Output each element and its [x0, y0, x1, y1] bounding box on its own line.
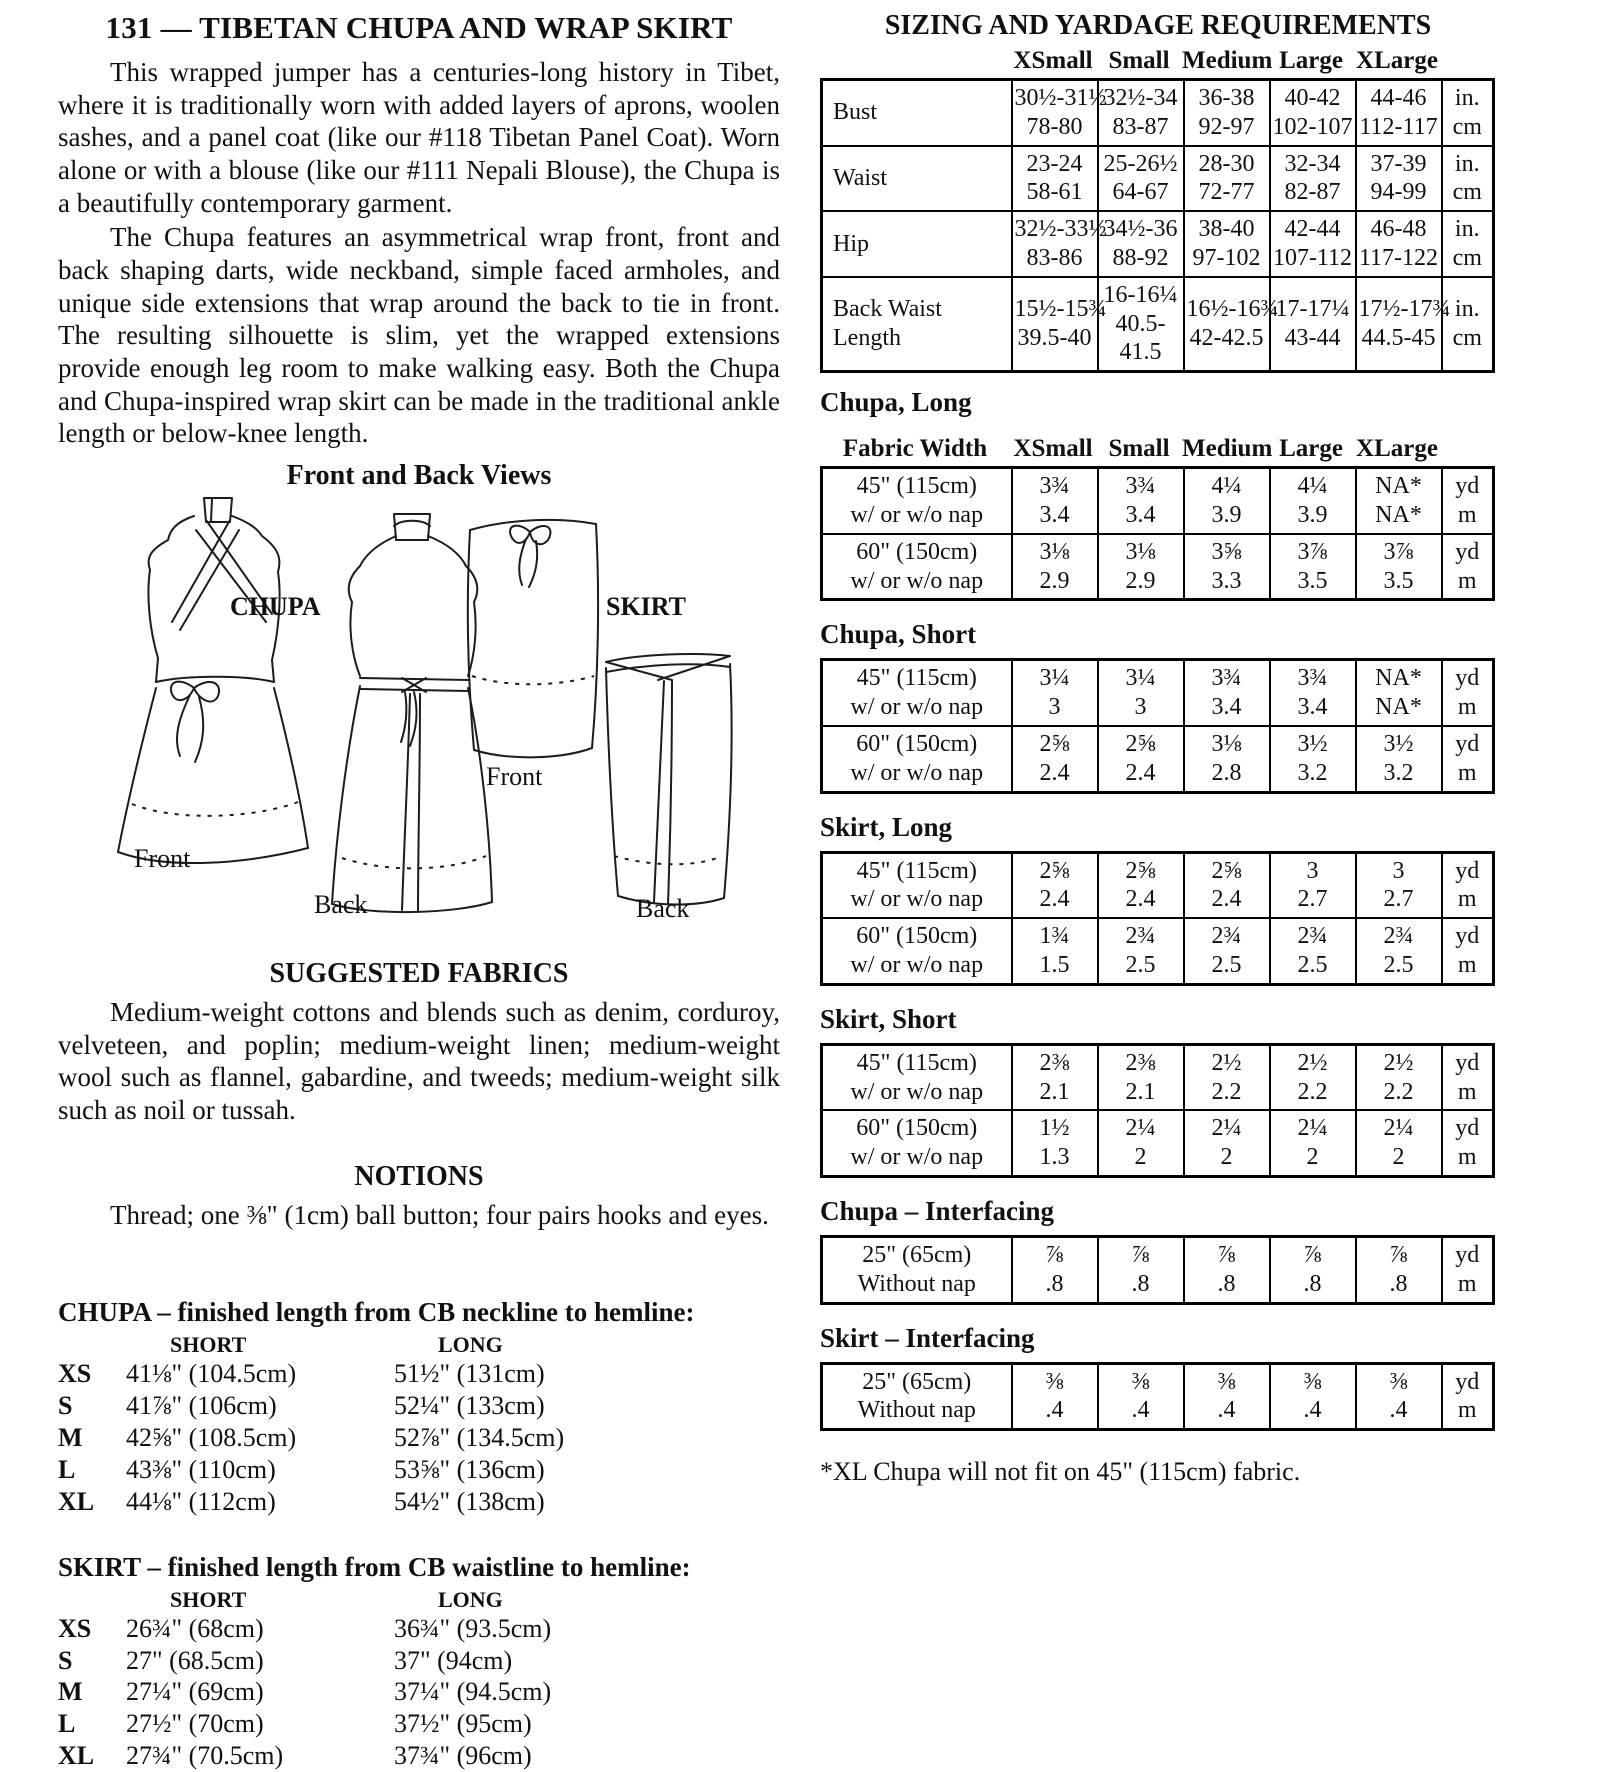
table-cell: NA* NA*	[1356, 468, 1442, 534]
table-cell: 3⅛ 2.9	[1098, 534, 1184, 600]
table-cell: S	[58, 1391, 73, 1421]
column-header: Medium	[1182, 435, 1273, 463]
table-row	[58, 1708, 654, 1740]
column-header	[1440, 434, 1492, 466]
table-cell: 2¾ 2.5	[1184, 918, 1270, 984]
table-cell: 37" (94cm)	[394, 1645, 513, 1675]
table-cell: yd m	[1442, 1236, 1494, 1303]
table-row	[822, 1044, 1494, 1110]
table-cell: L	[58, 1454, 76, 1484]
table-cell: 60" (150cm) w/ or w/o nap	[822, 918, 1012, 984]
table-cell: 37-39 94-99	[1356, 146, 1442, 212]
table-cell: 2⅝ 2.4	[1098, 852, 1184, 918]
table-cell: 15½-15¾ 39.5-40	[1012, 277, 1098, 372]
table-cell: 3½ 3.2	[1356, 726, 1442, 792]
table-cell: 45" (115cm) w/ or w/o nap	[822, 660, 1012, 726]
table-cell: 37¼" (94.5cm)	[394, 1677, 552, 1707]
table-row	[58, 1454, 654, 1486]
table-cell: 3¾ 3.4	[1012, 468, 1098, 534]
garment-illustrations	[58, 498, 780, 940]
column-header: Medium	[1182, 47, 1273, 74]
table-cell: 32-34 82-87	[1270, 146, 1356, 212]
table-cell: S	[58, 1645, 73, 1675]
table-cell: ⅞ .8	[1356, 1236, 1442, 1303]
notions-paragraph: Thread; one ⅜" (1cm) ball button; four pairs hooks and eyes.	[110, 1199, 769, 1230]
table-row	[822, 726, 1494, 792]
table-cell: 2¾ 2.5	[1098, 918, 1184, 984]
notions-heading: NOTIONS	[354, 1160, 484, 1192]
table-row	[822, 1110, 1494, 1176]
table-cell: ⅜ .4	[1184, 1363, 1270, 1430]
table-cell: yd m	[1442, 1363, 1494, 1430]
skirt-front-illustration	[458, 504, 604, 784]
table-row	[822, 80, 1494, 146]
table-cell: 51½" (131cm)	[394, 1359, 545, 1389]
table-header-row	[58, 1587, 654, 1613]
table-row	[58, 1613, 654, 1645]
table-cell: 2⅝ 2.4	[1098, 726, 1184, 792]
table-cell: 4¼ 3.9	[1270, 468, 1356, 534]
column-header	[1440, 46, 1492, 78]
table-cell: 3⅝ 3.3	[1184, 534, 1270, 600]
table-cell: 3 2.7	[1270, 852, 1356, 918]
chupa-lengths-heading: CHUPA – finished length from CB neckline to hemline:	[58, 1297, 695, 1328]
table-cell: 3½ 3.2	[1270, 726, 1356, 792]
column-header: XSmall	[1013, 47, 1093, 74]
column-header	[58, 1332, 126, 1358]
table-cell: yd m	[1442, 660, 1494, 726]
skirt-short-table	[820, 1043, 1496, 1178]
skirt-label: SKIRT	[606, 591, 687, 621]
table-cell: 25" (65cm) Without nap	[822, 1236, 1012, 1303]
table-cell: 3¾ 3.4	[1098, 468, 1184, 534]
table-row	[58, 1645, 654, 1677]
table-cell: ⅞ .8	[1184, 1236, 1270, 1303]
table-row	[822, 146, 1494, 212]
skirt-interfacing-table	[820, 1362, 1496, 1432]
table-row	[58, 1740, 654, 1772]
table-cell: yd m	[1442, 852, 1494, 918]
table-cell: 60" (150cm) w/ or w/o nap	[822, 534, 1012, 600]
table-cell: 2¼ 2	[1184, 1110, 1270, 1176]
table-cell: L	[58, 1709, 76, 1739]
column-header: LONG	[438, 1332, 503, 1358]
table-row	[58, 1390, 654, 1422]
table-cell: 23-24 58-61	[1012, 146, 1098, 212]
table-cell: 34½-36 88-92	[1098, 211, 1184, 277]
table-cell: 42⅝" (108.5cm)	[126, 1422, 297, 1452]
table-cell: 27¼" (69cm)	[126, 1677, 264, 1707]
chupa-interfacing-table	[820, 1235, 1496, 1305]
table-cell: Bust	[822, 80, 1012, 146]
table-cell: 38-40 97-102	[1184, 211, 1270, 277]
table-cell: 2⅜ 2.1	[1098, 1044, 1184, 1110]
table-cell: 3⅞ 3.5	[1356, 534, 1442, 600]
table-cell: 2⅝ 2.4	[1012, 852, 1098, 918]
table-cell: 53⅝" (136cm)	[394, 1454, 545, 1484]
table-cell: 45" (115cm) w/ or w/o nap	[822, 852, 1012, 918]
table-header-row	[820, 434, 1492, 466]
table-cell: 27½" (70cm)	[126, 1709, 264, 1739]
chupa-label: CHUPA	[230, 591, 321, 621]
table-cell: ⅞ .8	[1012, 1236, 1098, 1303]
table-cell: 3 2.7	[1356, 852, 1442, 918]
table-row	[58, 1676, 654, 1708]
table-cell: 46-48 117-122	[1356, 211, 1442, 277]
table-cell: 32½-33½ 83-86	[1012, 211, 1098, 277]
table-cell: NA* NA*	[1356, 660, 1442, 726]
table-cell: 52¼" (133cm)	[394, 1391, 545, 1421]
table-cell: 42-44 107-112	[1270, 211, 1356, 277]
table-cell: Hip	[822, 211, 1012, 277]
table-row	[822, 1236, 1494, 1303]
table-cell: 36¾" (93.5cm)	[394, 1613, 552, 1643]
table-cell: XL	[58, 1486, 95, 1516]
table-cell: XS	[58, 1359, 92, 1389]
table-cell: in. cm	[1442, 211, 1494, 277]
table-row	[58, 1358, 654, 1390]
table-row	[822, 534, 1494, 600]
column-header: Large	[1279, 435, 1343, 463]
table-cell: 16-16¼ 40.5-41.5	[1098, 277, 1184, 372]
chupa-short-heading: Chupa, Short	[820, 619, 977, 650]
fabrics-paragraph: Medium-weight cottons and blends such as denim, corduroy, velveteen, and poplin; medium-weight linen; medium-weight wool such as flannel, gabardine, and tweeds; medium-weight silk such as noil or tussah.	[58, 996, 780, 1125]
table-cell: 60" (150cm) w/ or w/o nap	[822, 726, 1012, 792]
table-row	[58, 1422, 654, 1454]
table-row	[822, 1363, 1494, 1430]
table-cell: M	[58, 1422, 83, 1452]
fabrics-heading: SUGGESTED FABRICS	[269, 957, 569, 989]
table-row	[58, 1486, 654, 1518]
table-cell: 2⅝ 2.4	[1012, 726, 1098, 792]
column-header: Fabric Width	[842, 435, 988, 463]
table-cell: 2½ 2.2	[1184, 1044, 1270, 1110]
table-cell: 32½-34 83-87	[1098, 80, 1184, 146]
table-header-row	[820, 46, 1492, 78]
table-cell: 2¾ 2.5	[1356, 918, 1442, 984]
table-cell: 2¾ 2.5	[1270, 918, 1356, 984]
table-cell: 44-46 112-117	[1356, 80, 1442, 146]
table-cell: yd m	[1442, 726, 1494, 792]
table-cell: ⅜ .4	[1012, 1363, 1098, 1430]
table-cell: 25" (65cm) Without nap	[822, 1363, 1012, 1430]
intro-paragraph-1: This wrapped jumper has a centuries-long history in Tibet, where it is traditionally worn with added layers of aprons, woolen sashes, and a panel coat (like our #118 Tibetan Panel Coat). Worn alone or with a blouse (like our #111 Nepali Blouse), the Chupa is a beautifully contemporary garment.	[58, 57, 780, 218]
table-cell: 2¼ 2	[1270, 1110, 1356, 1176]
table-cell: Back Waist Length	[822, 277, 1012, 372]
sizing-title: SIZING AND YARDAGE REQUIREMENTS	[884, 10, 1432, 41]
table-cell: 2⅜ 2.1	[1012, 1044, 1098, 1110]
column-header: Large	[1279, 47, 1343, 74]
table-cell: yd m	[1442, 1110, 1494, 1176]
table-cell: 27¾" (70.5cm)	[126, 1741, 284, 1771]
table-row	[822, 660, 1494, 726]
table-cell: 2⅝ 2.4	[1184, 852, 1270, 918]
skirt-back-illustration	[598, 634, 738, 924]
table-cell: ⅜ .4	[1356, 1363, 1442, 1430]
table-cell: yd m	[1442, 468, 1494, 534]
views-heading: Front and Back Views	[286, 459, 552, 491]
table-cell: 37½" (95cm)	[394, 1709, 532, 1739]
column-header: Small	[1108, 435, 1170, 463]
table-cell: 3¾ 3.4	[1270, 660, 1356, 726]
table-cell: 3⅛ 2.9	[1012, 534, 1098, 600]
chupa-long-heading: Chupa, Long	[820, 387, 972, 418]
table-row	[822, 468, 1494, 534]
skirt-lengths-heading: SKIRT – finished length from CB waistline to hemline:	[58, 1551, 691, 1582]
table-cell: 2¼ 2	[1356, 1110, 1442, 1176]
right-column	[820, 4, 1496, 1513]
table-cell: 2¼ 2	[1098, 1110, 1184, 1176]
table-cell: yd m	[1442, 1044, 1494, 1110]
body-measurements-table	[820, 46, 1496, 373]
table-cell: M	[58, 1677, 83, 1707]
table-cell: XL	[58, 1741, 95, 1771]
table-cell: 41⅞" (106cm)	[126, 1391, 277, 1421]
table-row	[822, 918, 1494, 984]
table-cell: 28-30 72-77	[1184, 146, 1270, 212]
table-cell: 52⅞" (134.5cm)	[394, 1422, 565, 1452]
table-cell: yd m	[1442, 534, 1494, 600]
table-cell: 17½-17¾ 44.5-45	[1356, 277, 1442, 372]
table-row	[822, 277, 1494, 372]
skirt-back-caption: Back	[636, 893, 690, 923]
table-cell: 27" (68.5cm)	[126, 1645, 264, 1675]
table-header-row	[58, 1332, 654, 1358]
column-header: Small	[1108, 47, 1170, 74]
skirt-long-heading: Skirt, Long	[820, 811, 953, 842]
table-cell: 40-42 102-107	[1270, 80, 1356, 146]
table-cell: 3¼ 3	[1012, 660, 1098, 726]
table-cell: in. cm	[1442, 146, 1494, 212]
skirt-front-caption: Front	[486, 761, 543, 791]
table-cell: ⅜ .4	[1098, 1363, 1184, 1430]
table-cell: 3⅞ 3.5	[1270, 534, 1356, 600]
table-cell: 41⅛" (104.5cm)	[126, 1359, 297, 1389]
table-cell: 30½-31½ 78-80	[1012, 80, 1098, 146]
table-cell: 17-17¼ 43-44	[1270, 277, 1356, 372]
chupa-long-table	[820, 434, 1496, 601]
column-header: XLarge	[1356, 47, 1438, 74]
table-cell: 1¾ 1.5	[1012, 918, 1098, 984]
page-title: 131 — TIBETAN CHUPA AND WRAP SKIRT	[105, 10, 733, 45]
table-cell: 26¾" (68cm)	[126, 1613, 264, 1643]
skirt-lengths-table	[58, 1587, 780, 1772]
chupa-back-caption: Back	[314, 889, 368, 919]
chupa-lengths-table	[58, 1332, 780, 1517]
table-row	[822, 211, 1494, 277]
table-cell: XS	[58, 1613, 92, 1643]
table-cell: 2½ 2.2	[1270, 1044, 1356, 1110]
skirt-interfacing-heading: Skirt – Interfacing	[820, 1322, 1035, 1353]
column-header	[820, 46, 1010, 78]
column-header: XLarge	[1356, 435, 1438, 463]
table-cell: 36-38 92-97	[1184, 80, 1270, 146]
column-header: XSmall	[1013, 435, 1093, 463]
left-column	[58, 6, 780, 1772]
table-cell: 45" (115cm) w/ or w/o nap	[822, 468, 1012, 534]
column-header	[58, 1587, 126, 1613]
table-cell: ⅜ .4	[1270, 1363, 1356, 1430]
table-cell: in. cm	[1442, 277, 1494, 372]
table-cell: 3⅛ 2.8	[1184, 726, 1270, 792]
table-cell: ⅞ .8	[1098, 1236, 1184, 1303]
table-row	[822, 852, 1494, 918]
table-cell: yd m	[1442, 918, 1494, 984]
table-cell: 3¼ 3	[1098, 660, 1184, 726]
table-cell: 4¼ 3.9	[1184, 468, 1270, 534]
table-cell: 25-26½ 64-67	[1098, 146, 1184, 212]
xl-footnote: *XL Chupa will not fit on 45" (115cm) fabric.	[820, 1457, 1301, 1487]
column-header: SHORT	[170, 1586, 247, 1612]
table-cell: in. cm	[1442, 80, 1494, 146]
table-cell: 44⅛" (112cm)	[126, 1486, 276, 1516]
table-cell: 16½-16¾ 42-42.5	[1184, 277, 1270, 372]
table-cell: ⅞ .8	[1270, 1236, 1356, 1303]
table-cell: 43⅜" (110cm)	[126, 1454, 276, 1484]
chupa-interfacing-heading: Chupa – Interfacing	[820, 1195, 1055, 1226]
table-cell: 54½" (138cm)	[394, 1486, 545, 1516]
chupa-short-table	[820, 658, 1496, 793]
table-cell: 2½ 2.2	[1356, 1044, 1442, 1110]
column-header: LONG	[438, 1586, 503, 1612]
table-cell: 60" (150cm) w/ or w/o nap	[822, 1110, 1012, 1176]
intro-paragraph-2: The Chupa features an asymmetrical wrap front, front and back shaping darts, wide neckband, simple faced armholes, and unique side extensions that wrap around the back to tie in front. The resulting silhouette is slim, yet the wrapped extensions provide enough leg room to make walking easy. Both the Chupa and Chupa-inspired wrap skirt can be made in the traditional ankle length or below-knee length.	[58, 222, 780, 449]
table-cell: 45" (115cm) w/ or w/o nap	[822, 1044, 1012, 1110]
chupa-front-caption: Front	[134, 843, 191, 873]
skirt-short-heading: Skirt, Short	[820, 1003, 957, 1034]
skirt-long-table	[820, 851, 1496, 986]
table-cell: 3¾ 3.4	[1184, 660, 1270, 726]
column-header: SHORT	[170, 1332, 247, 1358]
table-cell: 37¾" (96cm)	[394, 1741, 532, 1771]
table-cell: Waist	[822, 146, 1012, 212]
table-cell: 1½ 1.3	[1012, 1110, 1098, 1176]
